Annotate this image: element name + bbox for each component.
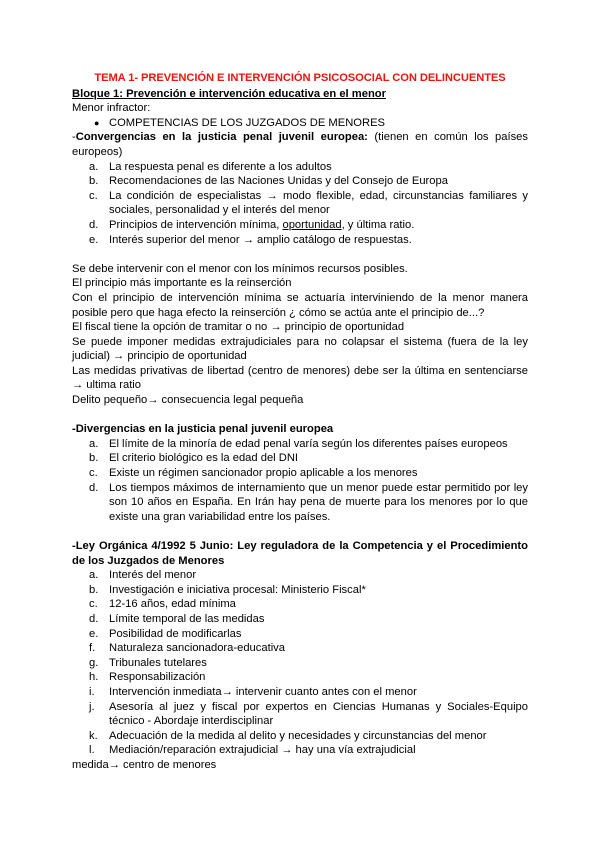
paragraph: Se puede imponer medidas extrajudiciales para no colapsar el sistema (fuera de la ley judicial) → principio de oportunidad <box>72 335 528 363</box>
list-item-text: Límite temporal de las medidas <box>109 612 265 625</box>
list-item-text: La respuesta penal es diferente a los adultos <box>109 160 332 173</box>
list-item <box>72 685 528 700</box>
list-marker: b. <box>89 175 99 188</box>
list-item-text: Investigación e iniciativa procesal: Ministerio Fiscal* <box>109 583 366 596</box>
list-item <box>72 641 528 656</box>
list-marker: l. <box>89 744 95 757</box>
list-item <box>72 583 528 598</box>
list-item <box>72 451 528 466</box>
list-item-text: Asesoría al juez y fiscal por expertos en Ciencias Humanas y Sociales-Equipo técnico - Abordaje interdisciplinar <box>109 700 528 728</box>
list-marker: e. <box>89 627 99 640</box>
list-item <box>72 670 528 685</box>
list-item-text: Mediación/reparación extrajudicial → hay una vía extrajudicial <box>109 744 416 757</box>
list-item <box>72 233 528 248</box>
list-item-text: Adecuación de la medida al delito y necesidades y circunstancias del menor <box>109 729 487 742</box>
list-item <box>72 568 528 583</box>
list-item <box>72 189 528 218</box>
list-item-text: 12-16 años, edad mínima <box>109 598 236 611</box>
list-item-text: Intervención inmediata→ intervenir cuanto antes con el menor <box>109 685 417 698</box>
competencias-bullet <box>72 116 528 131</box>
divergencias-list <box>72 437 528 525</box>
convergencias-heading-bold: Convergencias en la justicia penal juvenil europea: <box>75 131 368 144</box>
list-marker: b. <box>89 452 99 465</box>
list-item <box>72 481 528 525</box>
list-item-text: El límite de la minoría de edad penal varía según los diferentes países europeos <box>109 437 508 450</box>
paragraph: El fiscal tiene la opción de tramitar o no → principio de oportunidad <box>72 321 405 334</box>
list-marker: a. <box>89 437 99 450</box>
document-page <box>72 71 528 773</box>
list-item <box>72 597 528 612</box>
list-marker: c. <box>89 467 98 480</box>
underlined-word: oportunidad <box>282 218 342 231</box>
list-item <box>72 743 528 758</box>
paragraph: El principio más importante es la reinserción <box>72 277 292 290</box>
convergencias-list <box>72 160 528 248</box>
list-item-text: Posibilidad de modificarlas <box>109 627 242 640</box>
list-item-text: Recomendaciones de las Naciones Unidas y del Consejo de Europa <box>109 175 448 188</box>
list-item <box>72 627 528 642</box>
list-marker: f. <box>89 642 96 655</box>
list-marker: i. <box>89 685 95 698</box>
list-item-text: Los tiempos máximos de internamiento que un menor puede estar permitido por ley son 10 años en España. En Irán hay pena de muerte para los menores por lo que existe una gran variabilidad entre los países. <box>109 481 528 523</box>
list-item <box>72 174 528 189</box>
intro-line: Menor infractor: <box>72 102 151 115</box>
list-marker: b. <box>89 583 99 596</box>
list-marker: c. <box>89 189 98 202</box>
convergencias-dash: - <box>72 131 76 144</box>
list-item <box>72 700 528 729</box>
list-item <box>72 729 528 744</box>
list-item <box>72 466 528 481</box>
list-item-text-tail: , y última ratio. <box>341 218 415 231</box>
list-marker: g. <box>89 656 99 669</box>
list-marker: k. <box>89 729 98 742</box>
footer-line: medida→ centro de menores <box>72 758 217 771</box>
list-item-text: Existe un régimen sancionador propio aplicable a los menores <box>109 467 418 480</box>
list-item <box>72 656 528 671</box>
list-item-text: Naturaleza sancionadora-educativa <box>109 642 286 655</box>
list-item-text: El criterio biológico es la edad del DNI <box>109 452 299 465</box>
list-item-text: Interés superior del menor → amplio catálogo de respuestas. <box>109 233 412 246</box>
list-item <box>72 612 528 627</box>
spacer <box>72 247 528 262</box>
ley-list <box>72 568 528 758</box>
document-title: TEMA 1- PREVENCIÓN E INTERVENCIÓN PSICOSOCIAL CON DELINCUENTES <box>94 72 506 84</box>
paragraph: Las medidas privativas de libertad (centro de menores) debe ser la última en sentenciarse → ultima ratio <box>72 364 528 392</box>
convergencias-heading-tail: (tienen en común los países europeos) <box>72 131 528 158</box>
list-item <box>72 218 528 233</box>
list-item-text: Principios de intervención mínima, <box>109 218 283 231</box>
list-marker: d. <box>89 218 99 231</box>
convergencias-heading <box>72 130 528 159</box>
list-item <box>72 160 528 175</box>
list-item-text: La condición de especialistas → modo flexible, edad, circunstancias familiares y sociales, personalidad y el interés del menor <box>109 189 528 217</box>
spacer <box>72 408 528 423</box>
bullet-text: COMPETENCIAS DE LOS JUZGADOS DE MENORES <box>109 116 386 129</box>
paragraph: Delito pequeño→ consecuencia legal pequeña <box>72 394 304 407</box>
bullet-marker: ● <box>94 117 100 128</box>
ley-heading: -Ley Orgánica 4/1992 5 Junio: Ley reguladora de la Competencia y el Procedimiento de los Juzgados de Menores <box>72 540 528 567</box>
list-marker: d. <box>89 481 99 494</box>
spacer <box>72 524 528 539</box>
block-heading: Bloque 1: Prevención e intervención educativa en el menor <box>72 87 386 100</box>
list-item-text: Tribunales tutelares <box>109 656 207 669</box>
list-marker: a. <box>89 160 99 173</box>
list-marker: j. <box>89 700 95 713</box>
list-marker: e. <box>89 233 99 246</box>
list-item-text: Responsabilización <box>109 671 206 684</box>
list-item-text: Interés del menor <box>109 569 197 582</box>
list-marker: a. <box>89 569 99 582</box>
list-marker: h. <box>89 671 99 684</box>
list-marker: d. <box>89 612 99 625</box>
paragraph: Se debe intervenir con el menor con los mínimos recursos posibles. <box>72 262 408 275</box>
list-marker: c. <box>89 598 98 611</box>
divergencias-heading: -Divergencias en la justicia penal juvenil europea <box>72 423 334 436</box>
list-item <box>72 437 528 452</box>
paragraph: Con el principio de intervención mínima se actuaría interviniendo de la menor manera posible pero que haga efecto la reinserción ¿ cómo se actúa ante el principio de...? <box>72 291 528 319</box>
